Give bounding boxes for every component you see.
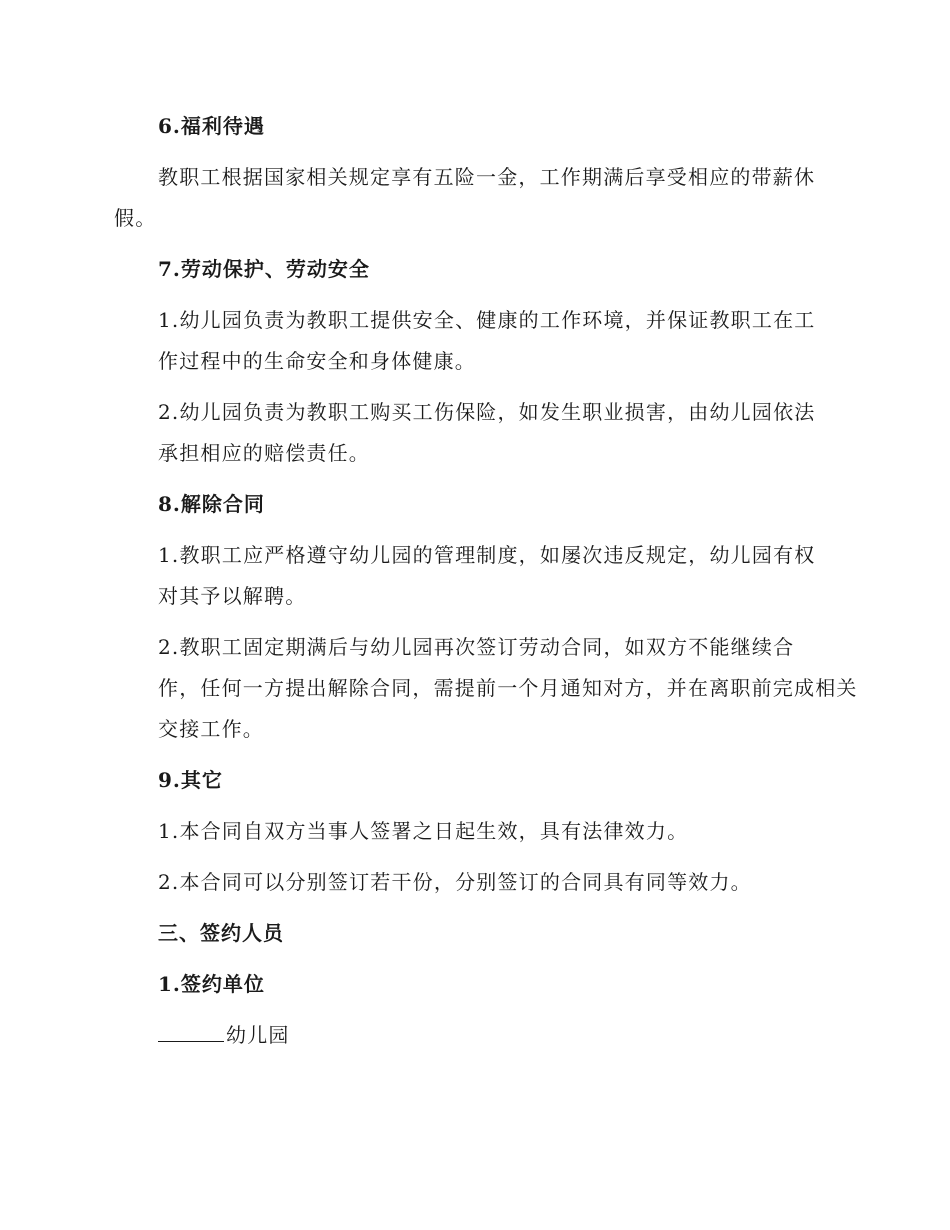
- text-line: 作，任何一方提出解除合同，需提前一个月通知对方，并在离职前完成相关: [158, 676, 858, 700]
- text-line: 2.幼儿园负责为教职工购买工伤保险，如发生职业损害，由幼儿园依法: [158, 400, 816, 424]
- section-8-paragraph-1: [114, 535, 830, 617]
- text-line: 教职工根据国家相关规定享有五险一金，工作期满后享受相应的带薪休: [158, 165, 816, 189]
- section-9-paragraph-1: [114, 811, 830, 852]
- section-3-title: 三、签约人员: [158, 921, 284, 945]
- kindergarten-label: 幼儿园: [226, 1023, 290, 1047]
- section-6-title: 6.福利待遇: [158, 114, 265, 138]
- text-line: 假。: [114, 206, 157, 230]
- section-8-title: 8.解除合同: [158, 492, 265, 516]
- text-line: 交接工作。: [158, 717, 264, 741]
- text-line: 作过程中的生命安全和身体健康。: [158, 349, 476, 373]
- section-9-paragraph-2: [114, 862, 830, 903]
- text-line: 2.本合同可以分别签订若干份，分别签订的合同具有同等效力。: [158, 870, 752, 894]
- text-line: 1.教职工应严格遵守幼儿园的管理制度，如屡次违反规定，幼儿园有权: [158, 543, 816, 567]
- signing-unit-row: [114, 1015, 830, 1056]
- section-6-paragraph-1: [114, 157, 830, 239]
- section-8-paragraph-2: [114, 627, 858, 750]
- signing-unit-title: 1.签约单位: [158, 972, 265, 996]
- section-7-paragraph-1: [114, 300, 830, 382]
- section-7-paragraph-2: [114, 392, 830, 474]
- text-line: 承担相应的赔偿责任。: [158, 441, 370, 465]
- text-line: 对其予以解聘。: [158, 584, 307, 608]
- text-line: 1.幼儿园负责为教职工提供安全、健康的工作环境，并保证教职工在工: [158, 308, 816, 332]
- document-body: [114, 106, 858, 1056]
- text-line: 1.本合同自双方当事人签署之日起生效，具有法律效力。: [158, 819, 689, 843]
- blank-fill-line[interactable]: [158, 1021, 224, 1042]
- section-9-title: 9.其它: [158, 768, 223, 792]
- text-line: 2.教职工固定期满后与幼儿园再次签订劳动合同，如双方不能继续合: [158, 635, 795, 659]
- section-7-title: 7.劳动保护、劳动安全: [158, 257, 370, 281]
